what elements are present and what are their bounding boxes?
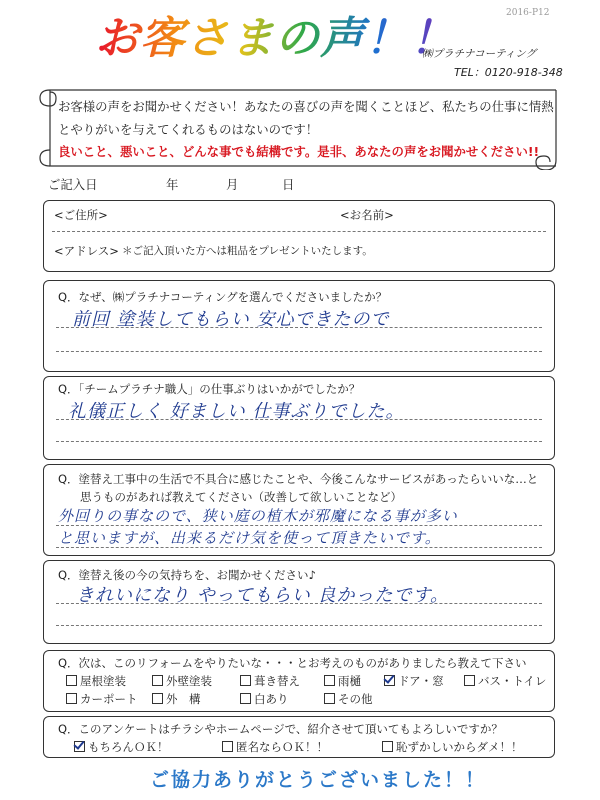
form-code: 2016-P12 [506, 8, 550, 18]
publish-box [43, 716, 555, 758]
question-1-text: Q．なぜ、㈱プラチナコーティングを選んでくださいましたか？ [58, 290, 388, 304]
intro-text: お客様の声をお聞かせください！あなたの喜びの声を聞くことほど、私たちの仕事に情熱とやりがいを与えてくれるものはないのです！ [58, 99, 554, 137]
option-wall-paint[interactable]: 外壁塗装 [152, 673, 212, 689]
survey-title: お客さまの声！！ [95, 2, 455, 66]
address-box [43, 200, 555, 272]
answer-2-handwriting: 礼儀正しく 好ましい 仕事ぶりでした。 [68, 401, 405, 422]
option-reroof[interactable]: 葺き替え [240, 673, 300, 689]
answer-line [56, 625, 542, 626]
gift-note: ＊ご記入頂いた方へは粗品をプレゼントいたします。 [122, 245, 373, 257]
option-no[interactable]: 恥ずかしいからダメ！！ [382, 739, 523, 755]
email-label: <アドレス> [54, 244, 119, 258]
thank-you-footer: ご協力ありがとうございました！！ [150, 769, 487, 791]
option-bath-toilet[interactable]: バス・トイレ [464, 673, 546, 689]
company-name: ㈱プラチナコーティング [422, 48, 537, 60]
reform-question: Q．次は、このリフォームをやりたいな・・・とお考えのものがありましたら教えて下さい [58, 656, 527, 670]
option-gutter[interactable]: 雨樋 [324, 673, 361, 689]
question-3-text-line2: 思うものがあれば教えてください（改善して欲しいことなど） [80, 490, 402, 504]
option-other[interactable]: その他 [324, 691, 373, 707]
answer-4-handwriting: きれいになり やってもらい 良かったです。 [76, 585, 450, 606]
option-roof-paint[interactable]: 屋根塗装 [66, 673, 126, 689]
reform-box [43, 650, 555, 712]
question-3-box [43, 464, 555, 556]
option-exterior[interactable]: 外 構 [152, 691, 201, 707]
option-carport[interactable]: カーポート [66, 691, 138, 707]
address-divider [52, 231, 546, 232]
phone-number: TEL：0120-918-348 [454, 66, 563, 79]
question-1-box [43, 280, 555, 372]
option-termite[interactable]: 白あり [240, 691, 289, 707]
question-4-box [43, 560, 555, 644]
option-ok[interactable]: もちろんＯＫ！ [74, 739, 169, 755]
address-label: <ご住所> [54, 208, 108, 222]
answer-3-handwriting-line2: と思いますが、出来るだけ気を使って頂きたいです。 [58, 529, 441, 547]
answer-line [56, 441, 542, 442]
answer-line [56, 351, 542, 352]
date-label: ご記入日 [48, 177, 98, 192]
question-2-box [43, 376, 555, 460]
question-4-text: Q．塗替え後の今の気持ちを、お聞かせください♪ [58, 568, 316, 582]
year-label: 年 [166, 177, 179, 192]
answer-3-handwriting-line1: 外回りの事なので、狭い庭の植木が邪魔になる事が多い [58, 507, 458, 525]
question-2-text: Q．「チームプラチナ職人」の仕事ぶりはいかがでしたか？ [58, 382, 361, 396]
option-anonymous-ok[interactable]: 匿名ならＯＫ！！ [222, 739, 328, 755]
answer-1-handwriting: 前回 塗装してもらい 安心できたので [72, 309, 390, 330]
day-label: 日 [282, 177, 295, 192]
entry-date-row [48, 175, 298, 191]
publish-question: Q．このアンケートはチラシやホームページで、紹介させて頂いてもよろしいですか？ [58, 722, 503, 736]
name-label: <お名前> [340, 208, 394, 222]
option-door-window[interactable]: ドア・窓 [384, 673, 444, 689]
question-3-text: Q．塗替え工事中の生活で不具合に感じたことや、今後こんなサービスがあったらいいな…と [58, 472, 539, 486]
month-label: 月 [226, 177, 239, 192]
intro-emphasis: 良いこと、悪いこと、どんな事でも結構です。是非、あなたの声をお聞かせください!! [58, 144, 540, 159]
